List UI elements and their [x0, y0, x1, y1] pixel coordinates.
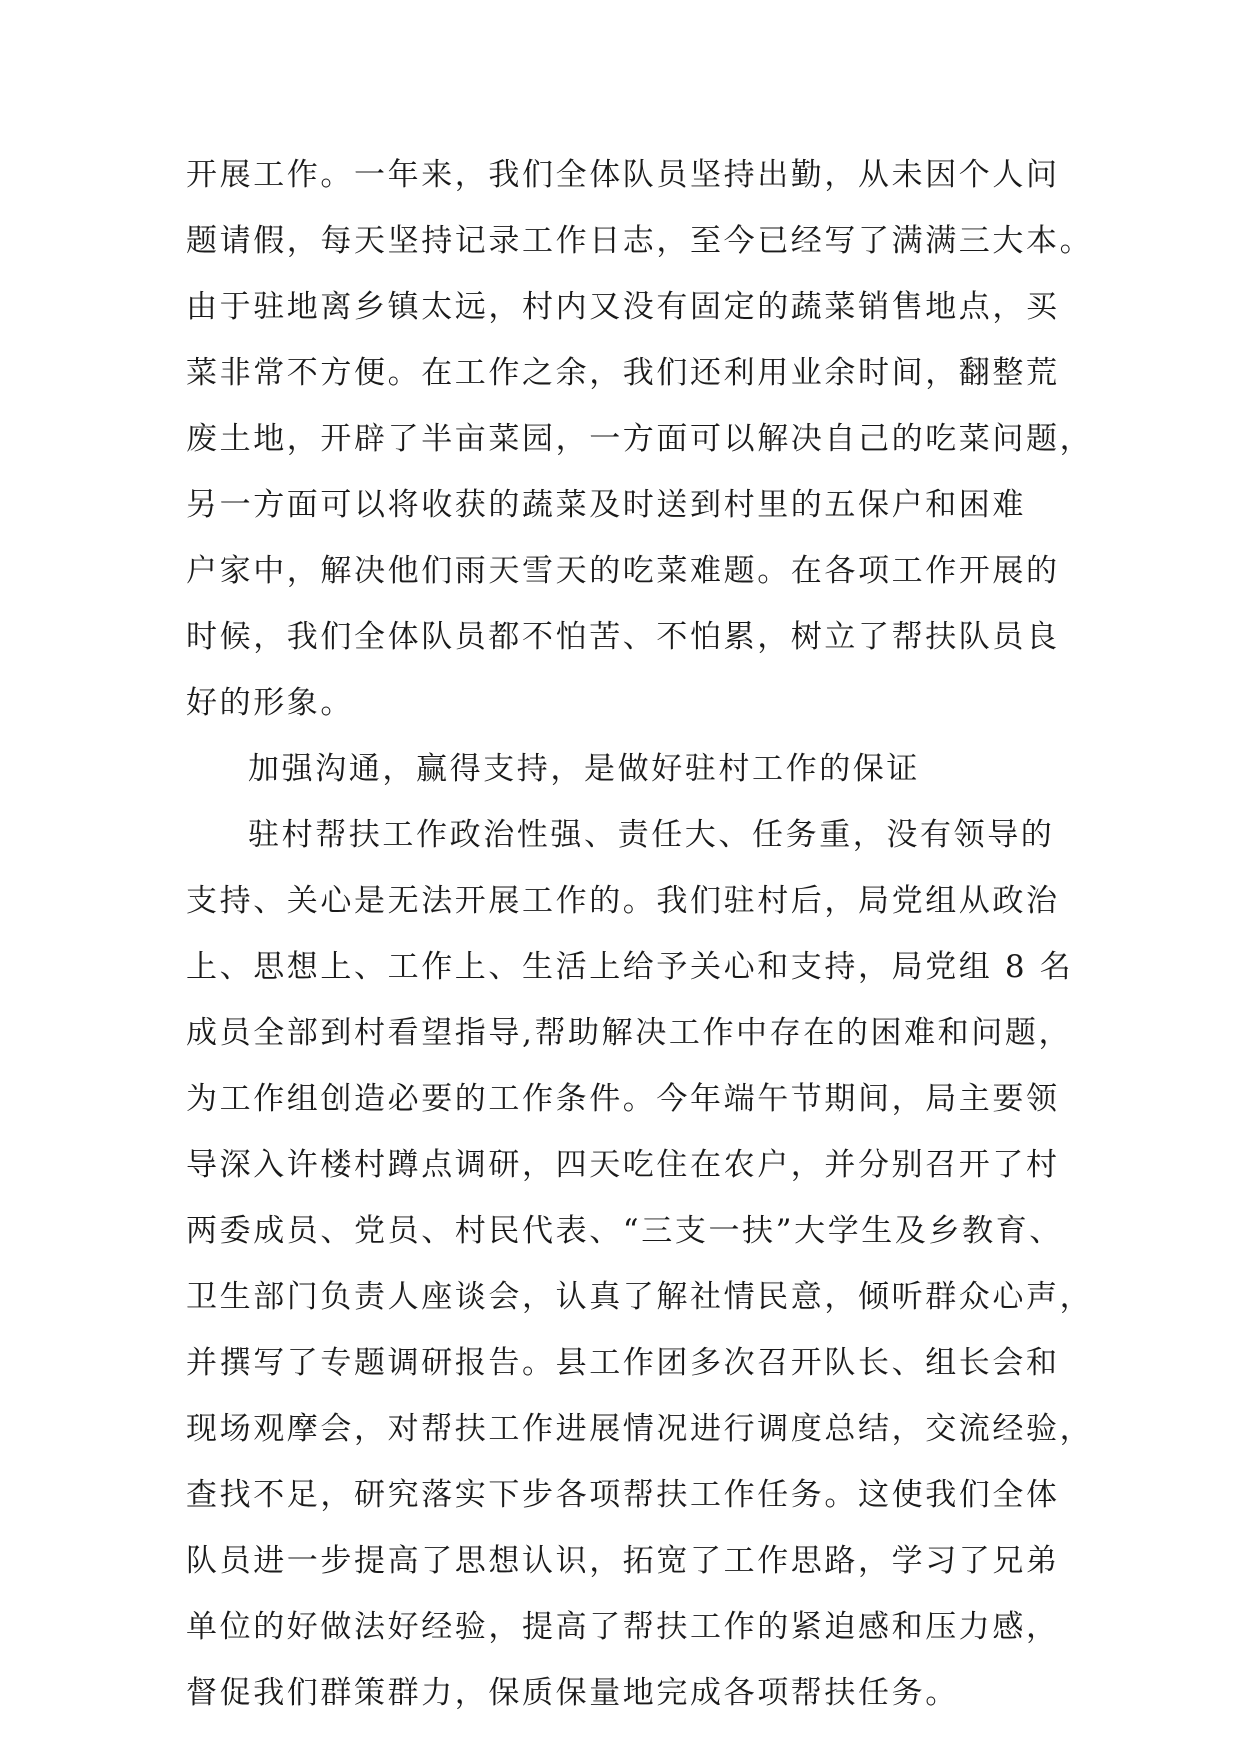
document-body: [186, 157, 1094, 1744]
text-line: 菜非常不方便。在工作之余，我们还利用业余时间，翻整荒: [186, 355, 1060, 391]
text-line: 卫生部门负责人座谈会，认真了解社情民意，倾听群众心声，: [186, 1279, 1094, 1315]
text-line: 时候，我们全体队员都不怕苦、不怕累，树立了帮扶队员良: [186, 619, 1060, 655]
text-line: 好的形象。: [186, 685, 354, 721]
text-line: 两委成员、党员、村民代表、“三支一扶”大学生及乡教育、: [186, 1213, 1063, 1249]
text-line: 单位的好做法好经验，提高了帮扶工作的紧迫感和压力感，: [186, 1609, 1060, 1645]
text-line: 导深入许楼村蹲点调研，四天吃住在农户，并分别召开了村: [186, 1147, 1060, 1183]
text-line: 由于驻地离乡镇太远，村内又没有固定的蔬菜销售地点，买: [186, 289, 1060, 325]
text-line: 另一方面可以将收获的蔬菜及时送到村里的五保户和困难: [186, 487, 1026, 523]
text-line: 户家中，解决他们雨天雪天的吃菜难题。在各项工作开展的: [186, 553, 1060, 589]
section-heading: 加强沟通，赢得支持，是做好驻村工作的保证: [248, 751, 920, 787]
text-line: 开展工作。一年来，我们全体队员坚持出勤，从未因个人问: [186, 157, 1060, 193]
text-line: 成员全部到村看望指导,帮助解决工作中存在的困难和问题，: [186, 1015, 1073, 1051]
text-line: 为工作组创造必要的工作条件。今年端午节期间，局主要领: [186, 1081, 1060, 1117]
text-line: 队员进一步提高了思想认识，拓宽了工作思路，学习了兄弟: [186, 1543, 1060, 1579]
paragraph-first-line: 驻村帮扶工作政治性强、责任大、任务重，没有领导的: [248, 817, 1055, 853]
text-line: 废土地，开辟了半亩菜园，一方面可以解决自己的吃菜问题，: [186, 421, 1094, 457]
text-line: 题请假，每天坚持记录工作日志，至今已经写了满满三大本。: [186, 223, 1094, 259]
text-line: 上、思想上、工作上、生活上给予关心和支持，局党组 8 名: [186, 949, 1074, 985]
text-line: 督促我们群策群力，保质保量地完成各项帮扶任务。: [186, 1675, 959, 1711]
text-line: 支持、关心是无法开展工作的。我们驻村后，局党组从政治: [186, 883, 1060, 919]
text-line: 现场观摩会，对帮扶工作进展情况进行调度总结，交流经验，: [186, 1411, 1094, 1447]
text-line: 查找不足，研究落实下步各项帮扶工作任务。这使我们全体: [186, 1477, 1060, 1513]
text-line: 并撰写了专题调研报告。县工作团多次召开队长、组长会和: [186, 1345, 1060, 1381]
